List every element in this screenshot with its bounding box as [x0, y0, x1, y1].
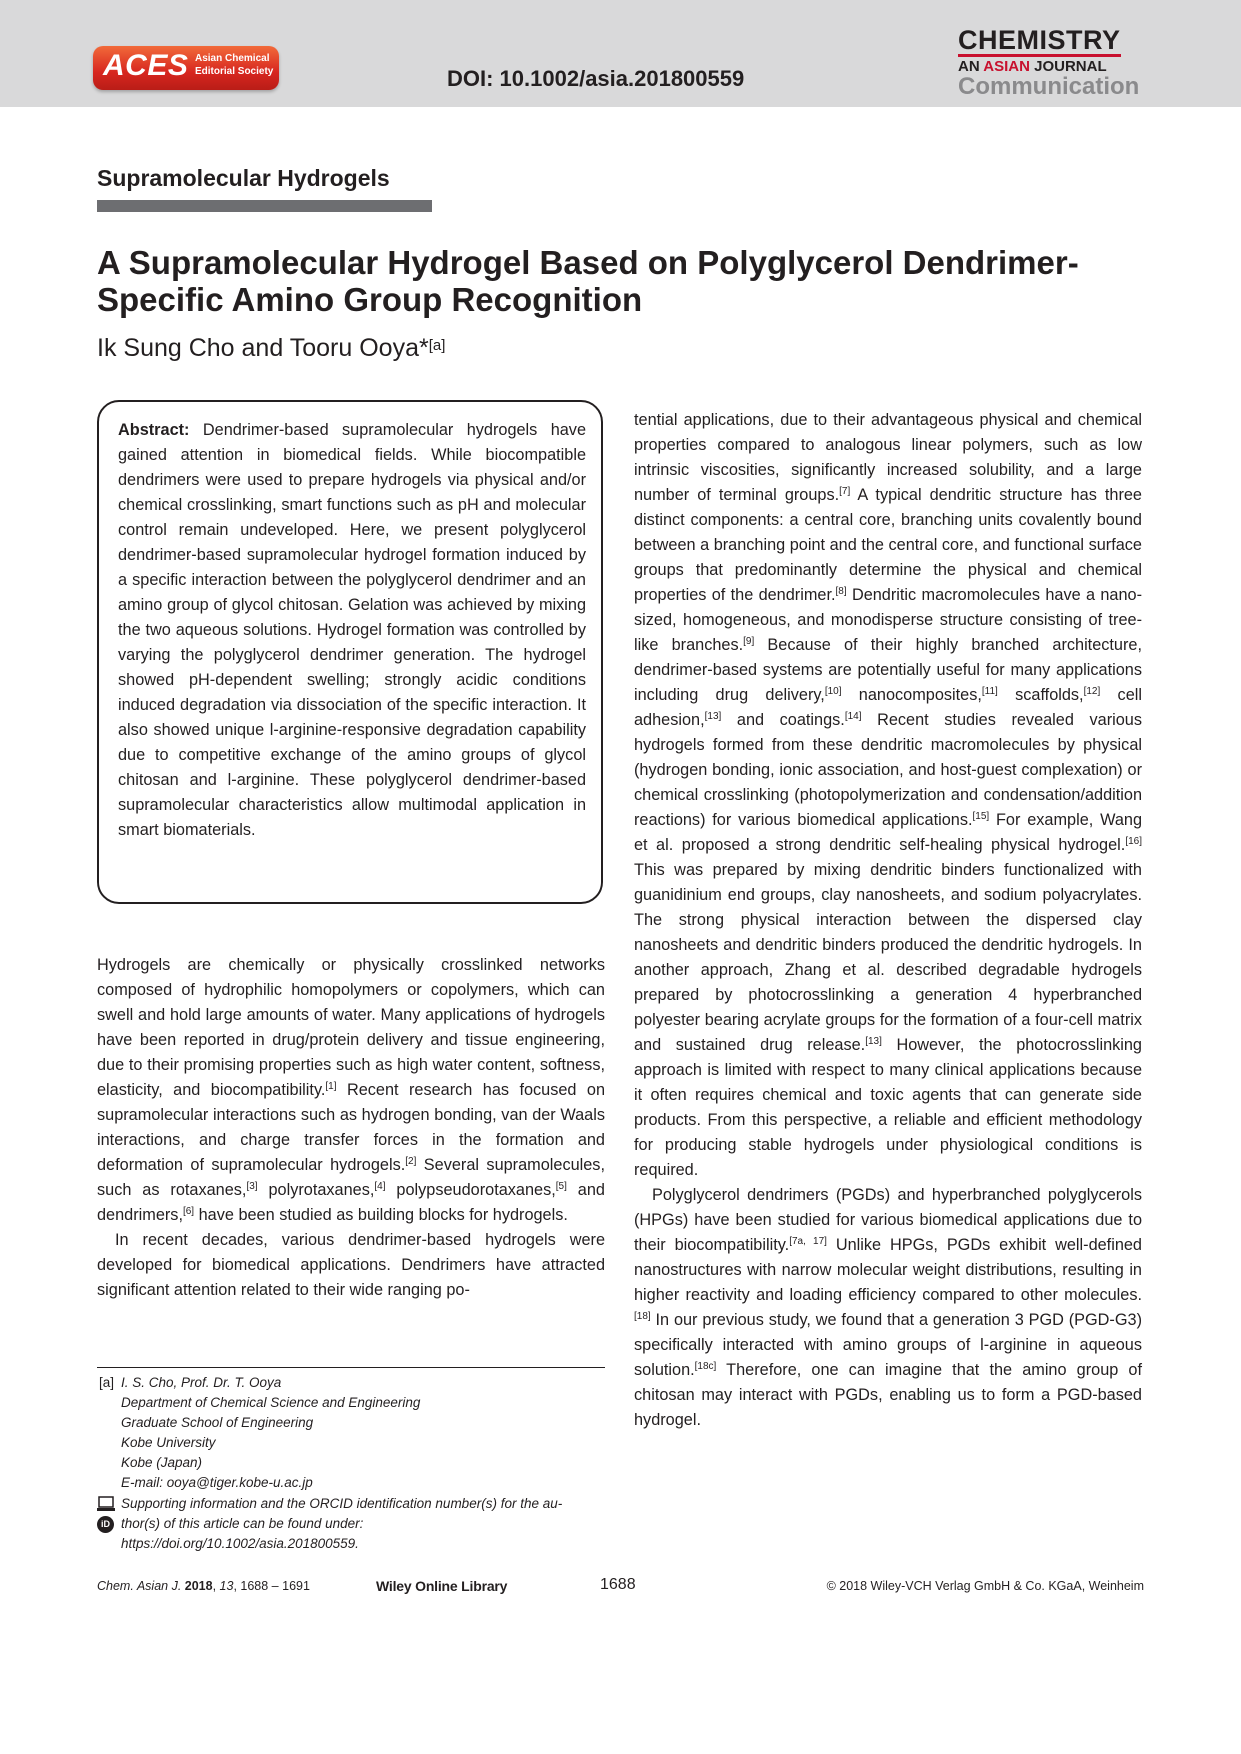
citation-ref[interactable]: [13]	[704, 711, 722, 722]
article-title: A Supramolecular Hydrogel Based on Polyglycerol Dendrimer-Specific Amino Group Recognition	[97, 244, 1079, 318]
copyright: © 2018 Wiley-VCH Verlag GmbH & Co. KGaA, Weinheim	[826, 1579, 1144, 1593]
journal-name-chemistry: CHEMISTRY	[958, 25, 1121, 55]
citation-ref[interactable]: [12]	[1083, 686, 1101, 697]
page-number: 1688	[600, 1576, 636, 1593]
p1-text-4: polyrotaxanes,	[257, 1181, 375, 1199]
footer-journal: Chem. Asian J.	[97, 1579, 182, 1593]
p2-text: cell adhesion,	[634, 686, 1142, 729]
aces-logo-line2: Editorial Society	[195, 66, 274, 77]
p2-text-right: tential applications, due to their advantageous physical and chemical properties compared to analogous linear polymers, such as low intrinsic viscosities, significantly increased solubility, and a large number of terminal groups.	[634, 411, 1142, 504]
citation-ref[interactable]: [16]	[1125, 836, 1142, 847]
p2-text: nanocomposites,	[841, 686, 982, 704]
p2-text: However, the photocrosslinking approach is limited with respect to many clinical applications because it often requires chemical and toxic agents that can generate side products. From this perspective, a reliable and efficient methodology for producing stable hydrogels under physiological conditions is required.	[634, 1036, 1142, 1179]
p1-text-2: Recent research has focused on supramolecular interactions such as hydrogen bonding, van der Waals interactions, and charge transfer forces in the formation and deformation of supramolecular hydrogels.	[97, 1081, 606, 1174]
doi-link[interactable]: DOI: 10.1002/asia.201800559	[447, 66, 745, 91]
citation-ref[interactable]: [3]	[246, 1181, 258, 1192]
p2-text: Dendritic macromolecules have a nano-sized, homogeneous, and monodisperse structure consisting of tree-like branches.	[634, 586, 1142, 654]
article-type: Communication	[958, 73, 1140, 100]
p3-text-2: Unlike HPGs, PGDs exhibit well-defined nanostructures with narrow molecular weight distributions, resulting in higher reactivity and loading efficiency compared to other molecules.	[634, 1236, 1142, 1304]
p1-text-7: have been studied as building blocks for hydrogels.	[194, 1206, 568, 1224]
p2-text: Recent studies revealed various hydrogels formed from these dendritic macromolecules by physical (hydrogen bonding, ionic association, and host-guest complexation) or chemical crosslinking (photopolymerization and condensation/addition reactions) for various biomedical applications.	[634, 711, 1142, 829]
affiliation-mark: [a]	[428, 337, 446, 354]
citation-footer: Chem. Asian J. 2018, 13, 1688 – 1691	[97, 1579, 310, 1593]
journal-journal-word: JOURNAL	[1029, 58, 1107, 75]
affil-line: I. S. Cho, Prof. Dr. T. Ooya	[121, 1375, 282, 1390]
footer-volume: 13	[219, 1579, 234, 1593]
abstract-text	[118, 418, 586, 843]
abstract-body: Dendrimer-based supramolecular hydrogels have gained attention in biomedical fields. While biocompatible dendrimers were used to prepare hydrogels via physical and/or chemical crosslinking, smart functions such as pH and molecular control remain undeveloped. Here, we present polyglycerol dendrimer-based supramolecular hydrogel formation induced by a specific interaction between the polyglycerol dendrimer and an amino group of glycol chitosan. Gelation was achieved by mixing the two aqueous solutions. Hydrogel formation was controlled by varying the polyglycerol dendrimer generation. The hydrogel showed pH-dependent swelling; strongly acidic conditions induced degradation via dissociation of the specific interaction. It also showed unique l-arginine-responsive degradation capability due to competitive exchange of the amino groups of glycol chitosan and l-arginine. These polyglycerol dendrimer-based supramolecular characteristics allow multimodal application in smart biomaterials.	[118, 421, 586, 839]
paragraph-1	[97, 953, 605, 1228]
journal-asian-word: ASIAN	[983, 58, 1030, 75]
email-link[interactable]: E-mail: ooya@tiger.kobe-u.ac.jp	[121, 1475, 313, 1490]
p2-text-left: In recent decades, various dendrimer-based hydrogels were developed for biomedical applications. Dendrimers have attracted significant attention related to their wide ranging po-	[97, 1231, 605, 1299]
support-icons	[97, 1496, 117, 1542]
footer-pages: 1688 – 1691	[240, 1579, 310, 1593]
body-column-left	[97, 953, 605, 1303]
affil-line: Kobe University	[121, 1435, 216, 1450]
citation-ref[interactable]: [8]	[835, 586, 847, 597]
citation-ref[interactable]: [9]	[743, 636, 755, 647]
body-column-right	[634, 408, 1142, 1433]
orcid-icon[interactable]: iD	[97, 1516, 114, 1533]
p2-text: Because of their highly branched architecture, dendrimer-based systems are potentially useful for many applications including drug delivery,	[634, 636, 1142, 704]
affil-line: Kobe (Japan)	[121, 1455, 203, 1470]
p1-text-5: polypseudorotaxanes,	[385, 1181, 556, 1199]
p3-text-1: Polyglycerol dendrimers (PGDs) and hyperbranched polyglycerols (HPGs) have been studied for various biomedical applications due to their biocompatibility.	[634, 1186, 1142, 1254]
support-line: Supporting information and the ORCID identification number(s) for the au-	[121, 1496, 563, 1511]
p2-text: This was prepared by mixing dendritic binders functionalized with guanidinium end groups, clay nanosheets, and sodium polyacrylates. The strong physical interaction between the dispersed clay nanosheets and dendritic binders produced the dendritic hydrogels. In another approach, Zhang et al. described degradable hydrogels prepared by photocrosslinking a generation 4 hyperbranched polyester bearing acrylate groups for the formation of a four-cell matrix and sustained drug release.	[634, 861, 1142, 1054]
citation-ref[interactable]: [11]	[981, 686, 998, 697]
aces-logo-word: ACES	[103, 49, 189, 82]
affiliation-lines	[121, 1373, 601, 1493]
abstract-label: Abstract:	[118, 421, 190, 439]
footnote-rule	[97, 1367, 605, 1368]
p2-text: For example, Wang et al. proposed a strong dendritic self-healing physical hydrogel.	[634, 811, 1142, 854]
aces-logo-subtitle	[195, 52, 273, 78]
footnote-label: [a]	[99, 1375, 115, 1390]
p1-text-1: Hydrogels are chemically or physically crosslinked networks composed of hydrophilic homopolymers or copolymers, which can swell and hold large amounts of water. Many applications of hydrogels have been reported in drug/protein delivery and tissue engineering, due to their promising properties such as high water content, softness, elasticity, and biocompatibility.	[97, 956, 605, 1099]
citation-ref[interactable]: [2]	[405, 1156, 417, 1167]
paragraph-3	[634, 1183, 1142, 1433]
citation-ref[interactable]: [7a, 17]	[789, 1236, 827, 1247]
section-rule	[97, 200, 432, 212]
p2-text: and coatings.	[721, 711, 845, 729]
p1-text-6: and dendrimers,	[97, 1181, 605, 1224]
p3-text-4: Therefore, one can imagine that the amino group of chitosan may interact with PGDs, enabling us to form a PGD-based hydrogel.	[634, 1361, 1142, 1429]
journal-logo	[958, 26, 1148, 99]
support-url-link[interactable]: https://doi.org/10.1002/asia.201800559.	[121, 1536, 359, 1551]
citation-ref[interactable]: [18c]	[694, 1361, 717, 1372]
affil-line: Department of Chemical Science and Engineering	[121, 1395, 421, 1410]
citation-ref[interactable]: [15]	[972, 811, 990, 822]
citation-ref[interactable]: [4]	[374, 1181, 386, 1192]
paragraph-2-start	[97, 1228, 605, 1303]
support-line: thor(s) of this article can be found under:	[121, 1516, 364, 1531]
abstract-box	[97, 400, 603, 904]
citation-ref[interactable]: [18]	[634, 1311, 651, 1322]
section-label: Supramolecular Hydrogels	[97, 165, 390, 191]
aces-logo-line1: Asian Chemical	[195, 53, 270, 64]
footer-year: 2018	[184, 1579, 213, 1593]
p3-text-3: In our previous study, we found that a generation 3 PGD (PGD-G3) specifically interacted with amino groups of l-arginine in aqueous solution.	[634, 1311, 1142, 1379]
journal-an: AN	[958, 58, 984, 75]
authors	[97, 334, 445, 363]
aces-logo[interactable]	[93, 46, 279, 90]
citation-ref[interactable]: [6]	[182, 1206, 195, 1217]
p1-text-3: Several supramolecules, such as rotaxanes,	[97, 1156, 605, 1199]
citation-ref[interactable]: [10]	[824, 686, 842, 697]
author-names: Ik Sung Cho and Tooru Ooya*	[97, 334, 429, 362]
support-lines	[121, 1494, 601, 1554]
affil-line: Graduate School of Engineering	[121, 1415, 314, 1430]
citation-ref[interactable]: [7]	[839, 486, 851, 497]
citation-ref[interactable]: [13]	[865, 1036, 882, 1047]
p2-text: A typical dendritic structure has three distinct components: a central core, branching units covalently bound between a branching point and the central core, and functional surface groups that predominantly determine the physical and chemical properties of the dendrimer.	[634, 486, 1142, 604]
citation-ref[interactable]: [1]	[325, 1081, 337, 1092]
wiley-online-library-link[interactable]: Wiley Online Library	[376, 1578, 508, 1594]
citation-ref[interactable]: [5]	[555, 1181, 567, 1192]
p2-text: scaffolds,	[997, 686, 1084, 704]
citation-ref[interactable]: [14]	[844, 711, 862, 722]
paragraph-2-continued	[634, 408, 1142, 1183]
